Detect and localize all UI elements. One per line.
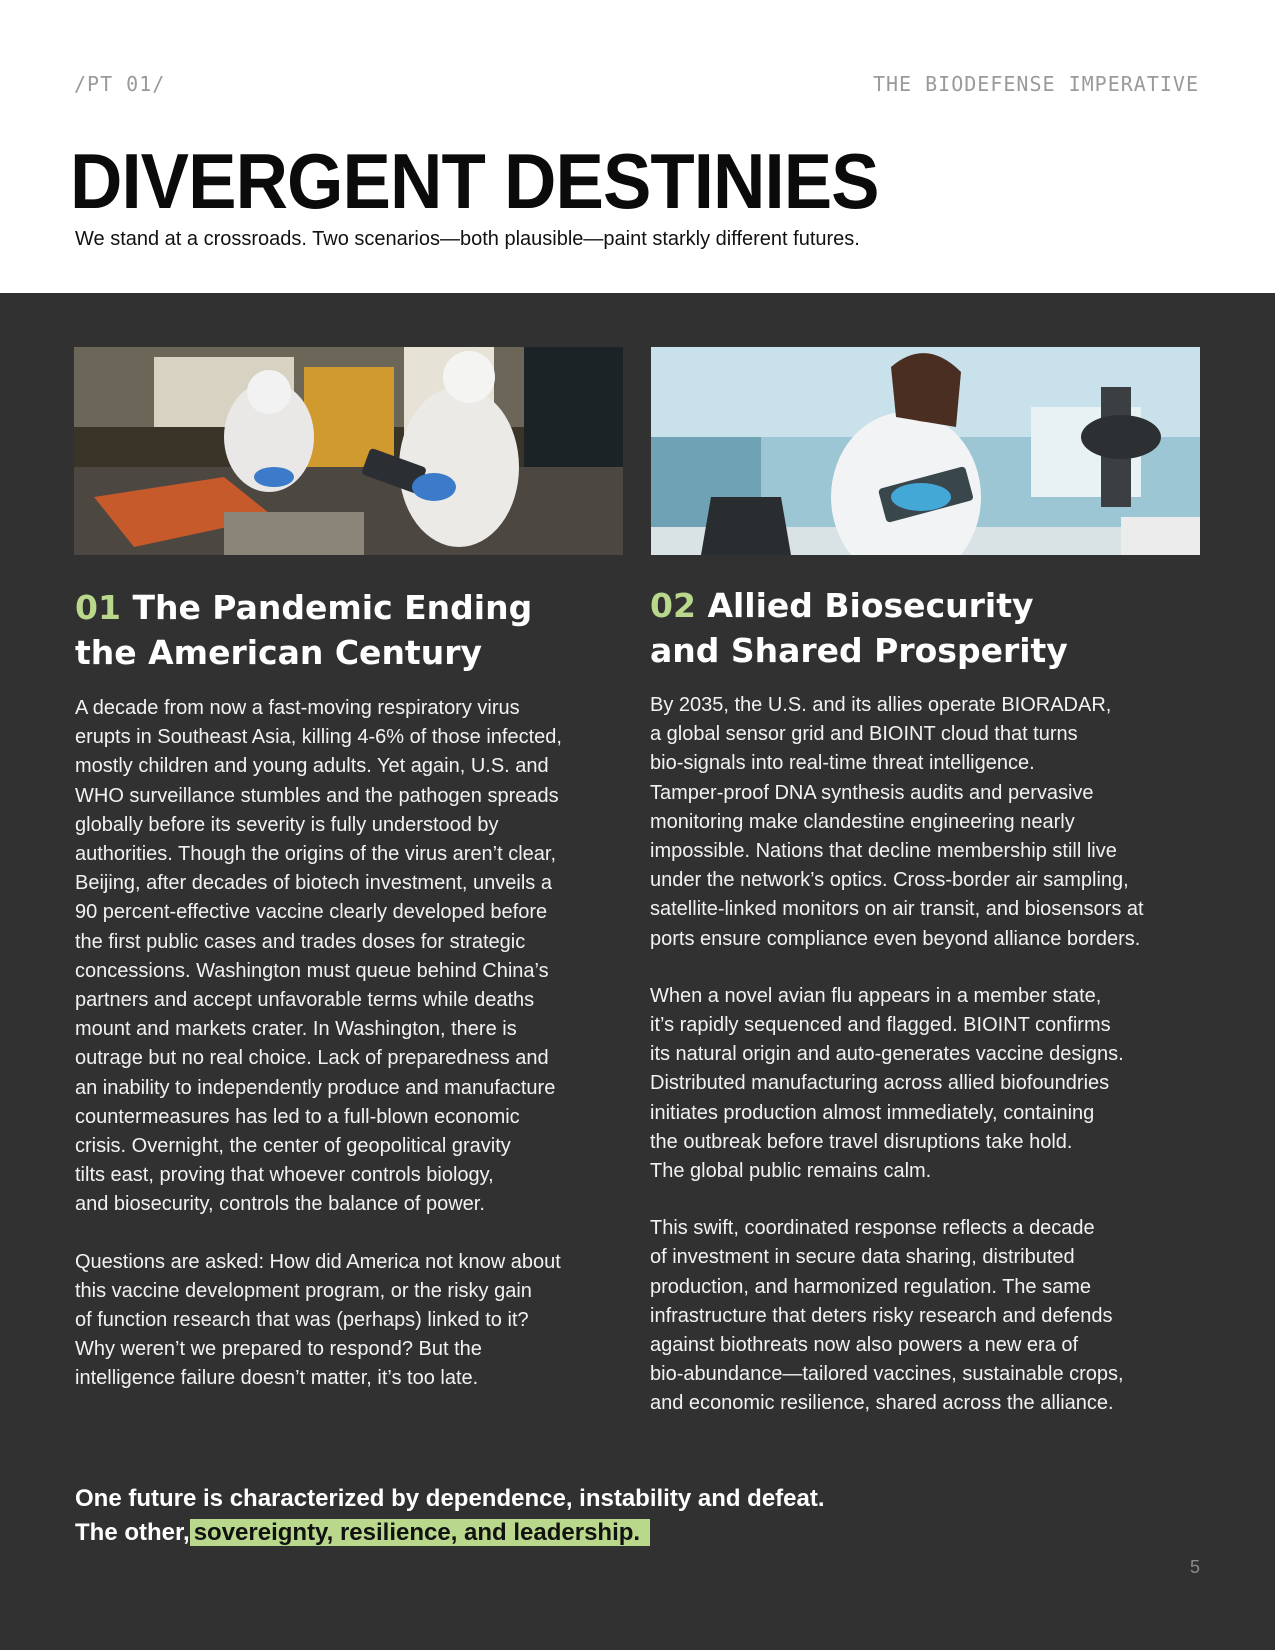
scenario-2-body xyxy=(650,691,1210,1447)
page-subtitle: We stand at a crossroads. Two scenarios—both plausible—paint starkly different futures. xyxy=(75,228,860,250)
part-label: /PT 01/ xyxy=(74,72,166,96)
scenario-2-paragraph: By 2035, the U.S. and its allies operate BIORADAR, a global sensor grid and BIOINT cloud that turns bio-signals into real-time threat intelligence. Tamper-proof DNA synthesis audits and pervasive monitoring make clandestine engineering nearly impossible. Nations that decline membership still live under the network’s optics. Cross-border air sampling, satellite-linked monitors on air transit, and biosensors at ports ensure compliance even beyond alliance borders. xyxy=(650,694,1144,950)
conclusion xyxy=(75,1482,825,1550)
page-number: 5 xyxy=(1189,1557,1200,1577)
scenario-1-body xyxy=(75,694,635,1422)
scenario-1-heading-line2: the American Century xyxy=(75,633,482,672)
scenario-2-paragraph: When a novel avian flu appears in a member state, it’s rapidly sequenced and flagged. BIOINT confirms its natural origin and auto-generates vaccine designs. Distributed manufacturing across allied biofoundries initiates production almost immediately, containing the outbreak before travel disruptions take hold. The global public remains calm. xyxy=(650,984,1124,1183)
scenario-2-heading xyxy=(650,583,1210,673)
scientist-in-lab-photo xyxy=(651,347,1200,555)
scenario-1-heading-line1: The Pandemic Ending xyxy=(132,588,533,627)
medical-workers-in-ambulance-photo xyxy=(74,347,623,555)
conclusion-highlight: sovereignty, resilience, and leadership. xyxy=(190,1519,650,1546)
conclusion-line-2-prefix: The other, xyxy=(75,1519,190,1546)
scenario-1-paragraph: Questions are asked: How did America not know about this vaccine development program, or the risky gain of function research that was (perhaps) linked to it? Why weren’t we prepared to respond? But the intelligence failure doesn’t matter, it’s too late. xyxy=(75,1250,561,1390)
scenario-2-number: 02 xyxy=(650,586,696,625)
page-header xyxy=(0,0,1275,293)
scenario-1-heading xyxy=(75,585,635,675)
scenario-2-heading-line2: and Shared Prosperity xyxy=(650,631,1068,670)
scenario-2-heading-line1: Allied Biosecurity xyxy=(707,586,1034,625)
conclusion-line-2 xyxy=(75,1516,825,1550)
conclusion-line-1: One future is characterized by dependence, instability and defeat. xyxy=(75,1485,825,1512)
scenario-2-paragraph: This swift, coordinated response reflects a decade of investment in secure data sharing, distributed production, and harmonized regulation. The same infrastructure that deters risky research and defends against biothreats now also powers a new era of bio-abundance—tailored vaccines, sustainable crops, and economic resilience, shared across the alliance. xyxy=(650,1217,1124,1415)
scenario-1-paragraph: A decade from now a fast-moving respiratory virus erupts in Southeast Asia, killing 4-6% of those infected, mostly children and young adults. Yet again, U.S. and WHO surveillance stumbles and the pathogen spreads globally before its severity is fully understood by authorities. Though the origins of the virus aren’t clear, Beijing, after decades of biotech investment, unveils a 90 percent-effective vaccine clearly developed before the first public cases and trades doses for strategic concessions. Washington must queue behind China’s partners and accept unfavorable terms while deaths mount and markets crater. In Washington, there is outrage but no real choice. Lack of preparedness and an inability to independently produce and manufacture countermeasures has led to a full-blown economic crisis. Overnight, the center of geopolitical gravity tilts east, proving that whoever controls biology, and biosecurity, controls the balance of power. xyxy=(75,697,562,1216)
page-title: DIVERGENT DESTINIES xyxy=(70,137,879,225)
scenario-1-number: 01 xyxy=(75,588,121,627)
document-label: THE BIODEFENSE IMPERATIVE xyxy=(872,72,1199,96)
